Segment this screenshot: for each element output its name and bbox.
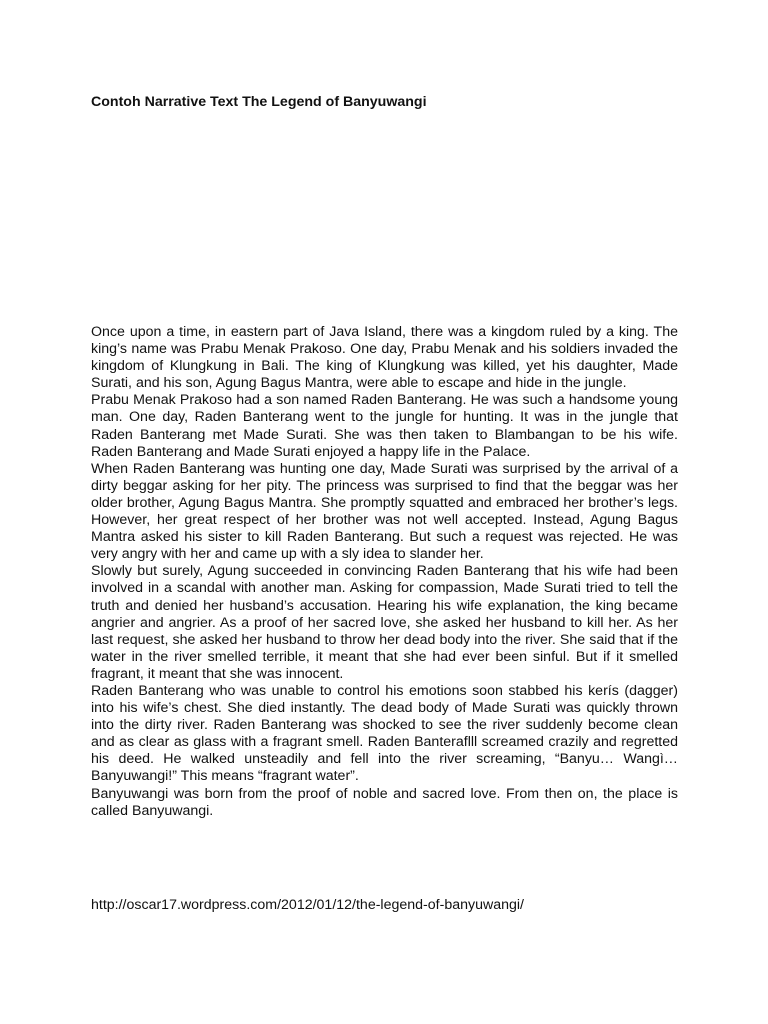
story-paragraph: Raden Banterang who was unable to control his emotions soon stabbed his kerís (dagger) into his wife’s chest. She died instantly. The dead body of Made Surati was quickly thrown into the dirty river. Raden Banterang was shocked to see the river suddenly become clean and as clear as glass with a fragrant smell. Raden Banterafl​ll screamed crazily and regretted his deed. He walked unsteadily and fell into the river screaming, “Banyu… Wangì… Banyuwangi!” This means “fragrant water”. [91,682,678,785]
story-body [91,324,678,820]
story-paragraph: Banyuwangi was born from the proof of noble and sacred love. From then on, the place is called Banyuwangi. [91,785,678,819]
story-paragraph: When Raden Banterang was hunting one day, Made Surati was surprised by the arrival of a dirty beggar asking for her pity. The princess was surprised to find that the beggar was her older brother, Agung Bagus Mantra. She promptly squatted and embraced her brother’s legs. However, her great respect of her brother was not well accepted. Instead, Agung Bagus Mantra asked his sister to kill Raden Banterang. But such a request was rejected. He was very angry with her and came up with a sly idea to slander her. [91,460,678,563]
source-url-link[interactable]: http://oscar17.wordpress.com/2012/01/12/the-legend-of-banyuwangi/ [91,897,524,913]
document-title: Contoh Narrative Text The Legend of Banyuwangi [91,94,427,110]
story-paragraph: Prabu Menak Prakoso had a son named Raden Banterang. He was such a handsome young man. One day, Raden Banterang went to the jungle for hunting. It was in the jungle that Raden Banterang met Made Surati. She was then taken to Blambangan to be his wife. Raden Banterang and Made Surati enjoyed a happy life in the Palace. [91,392,678,460]
story-paragraph: Once upon a time, in eastern part of Java Island, there was a kingdom ruled by a king. The king’s name was Prabu Menak Prakoso. One day, Prabu Menak and his soldiers invaded the kingdom of Klungkung in Bali. The king of Klungkung was killed, yet his daughter, Made Surati, and his son, Agung Bagus Mantra, were able to escape and hide in the jungle. [91,324,678,392]
story-paragraph: Slowly but surely, Agung succeeded in convincing Raden Banterang that his wife had been involved in a scandal with another man. Asking for compassion, Made Surati tried to tell the truth and denied her husband’s accusation. Hearing his wife explanation, the king became angrier and angrier. As a proof of her sacred love, she asked her husband to kill her. As her last request, she asked her husband to throw her dead body into the river. She said that if the water in the river smelled terrible, it meant that she had ever been sinful. But if it smelled fragrant, it meant that she was innocent. [91,563,678,682]
